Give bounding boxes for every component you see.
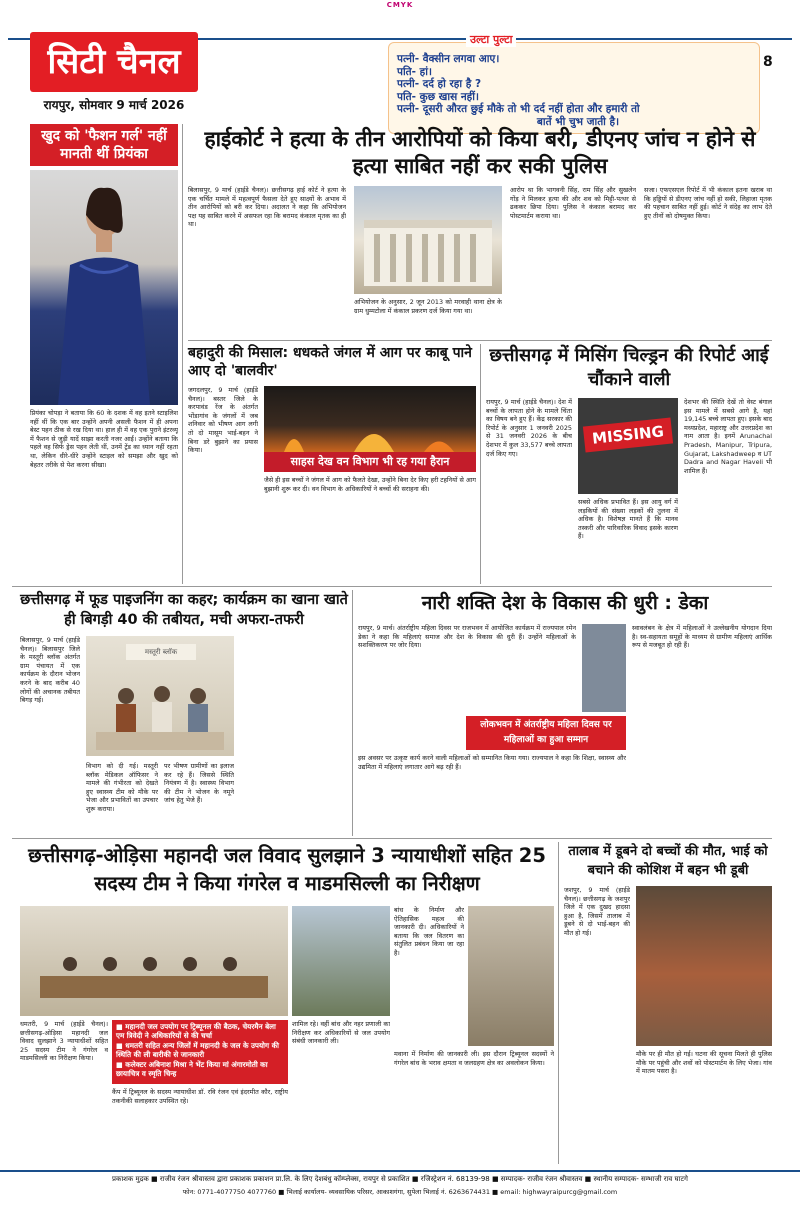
pond-headline: तालाब में डूबने दो बच्चों की मौत, भाई को बचाने की कोशिश में बहन भी डूबी	[568, 844, 768, 878]
missing-body-1: रायपुर, 9 मार्च (हाईडे चैनल)। देश में बच्चों के लापता होने के मामले चिंता का विषय बने हुए हैं। केंद्र सरकार की रिपोर्ट के अनुसार 1 जनवरी 2025 से 31 जनवरी 2026 के बीच देशभर में कुल 33,577 बच्चे लापता दर्ज किए गए।	[486, 398, 572, 458]
priyanka-body: प्रियंका चोपड़ा ने बताया कि 60 के दशक में वह इतने स्टाइलिश नहीं थीं कि एक बार उन्होंने अपनी असली फैशन में ही अपना बेस्ट पहन ठीक से रख दिया था। हाल ही में वह एक पुराने इंटरव्यू में फैशन से जुड़ी यादें साझा करती नजर आईं। उन्होंने बताया कि पहले वह सिर्फ ड्रेस पहन लेती थीं, उनमें ट्रेंड का ध्यान नहीं रहता था, लेकिन धीरे-धीरे उन्होंने स्टाइल को समझा और खुद को बेहतर तरीके से पेश करना सीखा।	[30, 409, 178, 469]
mahanadi-body-4: मवाना में निर्माण की जानकारी ली। इस दौरान ट्रिब्यूनल सदस्यों ने गंगरेल बांध के भराव क्षमता व जलग्रहण क्षेत्र का अवलोकन किया।	[394, 1050, 554, 1067]
priyanka-figure	[30, 170, 178, 405]
joke-line: बातें भी चुभ जाती है।	[536, 115, 620, 128]
women-body-2: इस अवसर पर उत्कृष्ट कार्य करने वाली महिलाओं को सम्मानित किया गया। राज्यपाल ने कहा कि शिक्षा, स्वास्थ्य और उद्यमिता में महिलाएं लगातार आगे बढ़ रही हैं।	[358, 754, 626, 771]
mahanadi-bullets	[112, 1020, 288, 1084]
mahanadi-body-3: शामिल रहे। वहीं बांध और नहर प्रणाली का निरीक्षण कर अधिकारियों से जल उपयोग संबंधी जानकारी ली।	[292, 1020, 390, 1046]
priyanka-headline: खुद को 'फैशन गर्ल' नहीं मानती थीं प्रियंका	[30, 124, 178, 166]
hc-court-photo	[354, 186, 502, 294]
court-building-icon	[354, 186, 502, 294]
date-line: रायपुर, सोमवार 9 मार्च 2026	[43, 98, 185, 112]
forest-headline: बहादुरी की मिसाल: धधकते जंगल में आग पर काबू पाने आए दो 'बालवीर'	[188, 345, 472, 379]
women-body-1: रायपुर, 9 मार्च। अंतर्राष्ट्रीय महिला दिवस पर राजभवन में आयोजित कार्यक्रम में राज्यपाल रमेन डेका ने कहा कि महिलाएं समाज और देश के विकास की धुरी हैं। उन्होंने महिलाओं के सशक्तिकरण पर जोर दिया।	[358, 624, 576, 650]
forest-fire-photo	[264, 386, 476, 452]
missing-poster-photo	[578, 398, 678, 494]
joke-line: पत्नी- दर्द हो रहा है ?	[397, 78, 482, 90]
food-body-2: विभाग को दी गई। मस्तूरी ब्लॉक मेडिकल ऑफिसर ने मामले की गंभीरता को देखते हुए स्वास्थ्य टीम को मौके पर भेजा और प्रभावितों का उपचार शुरू कराया।	[86, 762, 158, 813]
section-rule	[188, 340, 772, 341]
section-rule	[12, 838, 772, 839]
section-title: सिटी चैनल	[30, 32, 198, 92]
mahanadi-group-photo	[468, 906, 554, 1046]
missing-body-3: देशभर की स्थिति देखें तो वेस्ट बंगाल इस मामले में सबसे आगे है, यहां 19,145 बच्चे लापता हुए। इसके बाद मध्यप्रदेश, महाराष्ट्र और उत्तरप्रदेश का नाम आता है। इनमें Arunachal Pradesh, Manipur, Tripura, Gujarat, Lakshadweep व UT Dadra and Nagar Haveli भी शामिल हैं।	[684, 398, 772, 475]
bullet-item: ■ महानदी जल उपयोग पर ट्रिब्यूनल की बैठक, चेयरमैन बेला एम त्रिवेदी ने अधिकारियों से की चर्चा	[116, 1022, 276, 1041]
food-banner-text: मस्तूरी ब्लॉक	[126, 644, 196, 660]
forest-caption: साहस देख वन विभाग भी रह गया हैरान	[264, 452, 476, 472]
forest-body-1: जगदलपुर, 9 मार्च (हाईडे चैनल)। बस्तर जिले के करपावंड रेंज के अंतर्गत भोंडागांव के जंगलों में जब शनिवार को भीषण आग लगी तो दो मासूम भाई-बहन ने बिना डरे बुझाने का प्रयास किया।	[188, 386, 258, 455]
people-icon	[86, 636, 234, 756]
ulta-pulta-heading: उल्टा पुल्टा	[466, 32, 516, 47]
missing-poster-text: MISSING	[583, 417, 673, 452]
imprint-footer	[0, 1170, 800, 1211]
hc-headline: हाईकोर्ट ने हत्या के तीन आरोपियों को किया बरी, डीएनए जांच न होने से हत्या साबित नहीं कर सकी पुलिस	[204, 127, 756, 178]
pond-photo	[636, 886, 772, 1046]
mahanadi-body-2: कैंप में ट्रिब्यूनल के सदस्य न्यायाधीश डॉ. रवि रंजन एवं इंदरमीत कौर, राष्ट्रीय तकनीकी सलाहकार उपस्थित रहे।	[112, 1088, 288, 1105]
bullet-item: ■ धमतरी सहित अन्य जिलों में महानदी के जल के उपयोग की स्थिति की ली बारीकी से जानकारी	[116, 1040, 279, 1060]
pond-body-1: जशपुर, 9 मार्च (हाईडे चैनल)। छत्तीसगढ़ के जशपुर जिले में एक दुखद हादसा हुआ है, जिसमें तालाब में डूबने से दो भाई-बहन की मौत हो गई।	[564, 886, 630, 937]
forest-article	[188, 344, 476, 584]
section-rule	[12, 586, 772, 587]
cmyk-marker: CMYK	[386, 1, 414, 9]
women-banner: लोकभवन में अंतर्राष्ट्रीय महिला दिवस पर महिलाओं का हुआ सम्मान	[466, 716, 626, 750]
hc-caption: अभियोजन के अनुसार, 2 जून 2013 को मरवाही थाना क्षेत्र के ग्राम धुम्मटोला में कंकाल प्रकरण दर्ज किया गया था।	[354, 298, 502, 315]
food-body-1: बिलासपुर, 9 मार्च (हाईडे चैनल)। बिलासपुर जिले के मस्तूरी ब्लॉक अंतर्गत ग्राम पंचायत में एक कार्यक्रम के दौरान भोजन करने के बाद करीब 40 लोगों की अचानक तबीयत बिगड़ गई।	[20, 636, 80, 705]
mahanadi-headline: छत्तीसगढ़-ओड़िसा महानदी जल विवाद सुलझाने 3 न्यायाधीशों सहित 25 सदस्य टीम ने किया गंगरेल व माडमसिल्ली का निरीक्षण	[28, 844, 546, 895]
mahanadi-dam-photo	[292, 906, 390, 1016]
pond-body-2: मौके पर ही मौत हो गई। घटना की सूचना मिलते ही पुलिस मौके पर पहुंची और शवों को पोस्टमार्टम के लिए भेजा। गांव में मातम पसरा है।	[636, 1050, 772, 1076]
mahanadi-body-1: धमतरी, 9 मार्च (हाईडे चैनल)। छत्तीसगढ़-ओड़िसा महानदी जल विवाद सुलझाने 3 न्यायाधीशों सहित 25 सदस्य टीम ने गंगरेल व माडमसिल्ली का निरीक्षण किया।	[20, 1020, 108, 1063]
food-body-3: पर भीषण ग्रामीणों का इलाज कर रहे हैं। जिससे स्थिति नियंत्रण में है। स्वास्थ्य विभाग की टीम ने भोजन के नमूने जांच हेतु भेजे हैं।	[164, 762, 234, 805]
ulta-pulta-box	[388, 42, 760, 134]
forest-body-2: जैसे ही इस बच्चों ने जंगल में आग को फैलते देखा, उन्होंने बिना देर किए हरी टहनियों से आग बुझानी शुरू कर दी। वन विभाग के अधिकारियों ने बच्चों की सराहना की।	[264, 476, 476, 493]
section-logo	[30, 32, 198, 122]
imprint-line: प्रकाशक मुद्रक ■ राजीव रंजन श्रीवास्तव द्वारा प्रकाशक प्रकाशन प्रा.लि. के लिए देशबंधु कॉम्प्लेक्स, रायपुर से प्रकाशित ■ रजिस्ट्रेशन नं. 68139-98 ■ सम्पादक- राजीव रंजन श्रीवास्तव ■ स्थानीय सम्पादक- सम्भाजी राव घाटगे	[112, 1175, 688, 1183]
women-body-3: स्वावलंबन के क्षेत्र में महिलाओं ने उल्लेखनीय योगदान दिया है। स्व-सहायता समूहों के माध्यम से ग्रामीण महिलाएं आर्थिक रूप से मजबूत हो रही हैं।	[632, 624, 772, 650]
joke-line: पति- कुछ खास नहीं।	[397, 90, 479, 103]
bullet-item: ■ कलेक्टर अबिनाश मिश्रा ने भेंट किया मां अंगारमोती का छायाचित्र व स्मृति चिन्ह	[116, 1059, 268, 1079]
women-headline: नारी शक्ति देश के विकास की धुरी : डेका	[421, 592, 709, 614]
women-article	[358, 590, 772, 836]
fire-icon	[264, 386, 476, 452]
hc-body-2: आरोप था कि भागवनी सिंह, राम सिंह और सुखलेन गोंड़ ने मिलकर हत्या की और शव को मिट्टी-पत्थर से ढककर छिपा दिया। पुलिस ने कंकाल बरामद कर पोस्टमार्टम कराया था।	[510, 186, 636, 220]
priyanka-photo	[30, 170, 178, 405]
missing-body-2: सबसे अधिक प्रभावित हैं। इस आयु वर्ग में लड़कियों की संख्या लड़कों की तुलना में अधिक है। विशेषज्ञ मानते हैं कि मानव तस्करी और पारिवारिक विवाद इसके कारण हैं।	[578, 498, 678, 541]
contact-line: फोन: 0771-4077750 4077760 ■ भिलाई कार्यालय- व्यवसायिक परिसर, आकाशगंगा, सुपेला भिलाई नं. 6263674431 ■ email: highwayraipurcg@gmail.com	[182, 1188, 618, 1196]
column-rule	[182, 124, 183, 584]
hc-article	[188, 126, 772, 338]
page-number: 8	[763, 54, 773, 70]
column-rule	[480, 344, 481, 584]
joke-line: पत्नी- दूसरी औरत छुई मौके तो भी दर्द नहीं होता और हमारी तो	[397, 103, 640, 115]
mahanadi-meeting-photo	[20, 906, 288, 1016]
food-meeting-photo	[86, 636, 234, 756]
women-event-photo	[582, 624, 626, 712]
meeting-table-icon	[20, 906, 288, 1016]
missing-article	[486, 344, 772, 584]
hc-body-1: बिलासपुर, 9 मार्च (हाईडे चैनल)। छत्तीसगढ़ हाई कोर्ट ने हत्या के एक चर्चित मामले में महत्वपूर्ण फैसला देते हुए साक्ष्यों के अभाव में तीन आरोपियों को बरी कर दिया। अदालत ने कहा कि अभियोजन पक्ष यह साबित करने में असफल रहा कि बरामद कंकाल मृतक का ही था।	[188, 186, 346, 229]
column-rule	[558, 842, 559, 1164]
food-headline: छत्तीसगढ़ में फूड पाइजनिंग का कहर; कार्यक्रम का खाना खाते ही बिगड़ी 40 की तबीयत, मची अफरा-तफरी	[20, 592, 348, 628]
column-rule	[352, 590, 353, 836]
joke-line: पत्नी- वैक्सीन लगवा आए।	[397, 53, 500, 65]
mahanadi-article	[20, 842, 554, 1164]
mahanadi-body-5: बांध के निर्माण और ऐतिहासिक महत्व की जानकारी दी। अधिकारियों ने बताया कि जल वितरण का संतुलित प्रबंधन किया जा रहा है।	[394, 906, 464, 957]
food-article	[20, 590, 348, 840]
pond-article	[564, 842, 772, 1164]
hc-body-3: सजा। एफएसएल रिपोर्ट में भी कंकाल इतना खराब था कि हड्डियों से डीएनए जांच नहीं हो सकी, लिहाजा मृतक की पहचान साबित नहीं हुई। कोर्ट ने संदेह का लाभ देते हुए तीनों को दोषमुक्त किया।	[644, 186, 772, 220]
missing-headline: छत्तीसगढ़ में मिसिंग चिल्ड्रन की रिपोर्ट आई चौंकाने वाली	[489, 345, 769, 390]
joke-line: पति- हां।	[397, 65, 432, 78]
priyanka-article	[30, 124, 178, 584]
masthead	[8, 14, 792, 128]
